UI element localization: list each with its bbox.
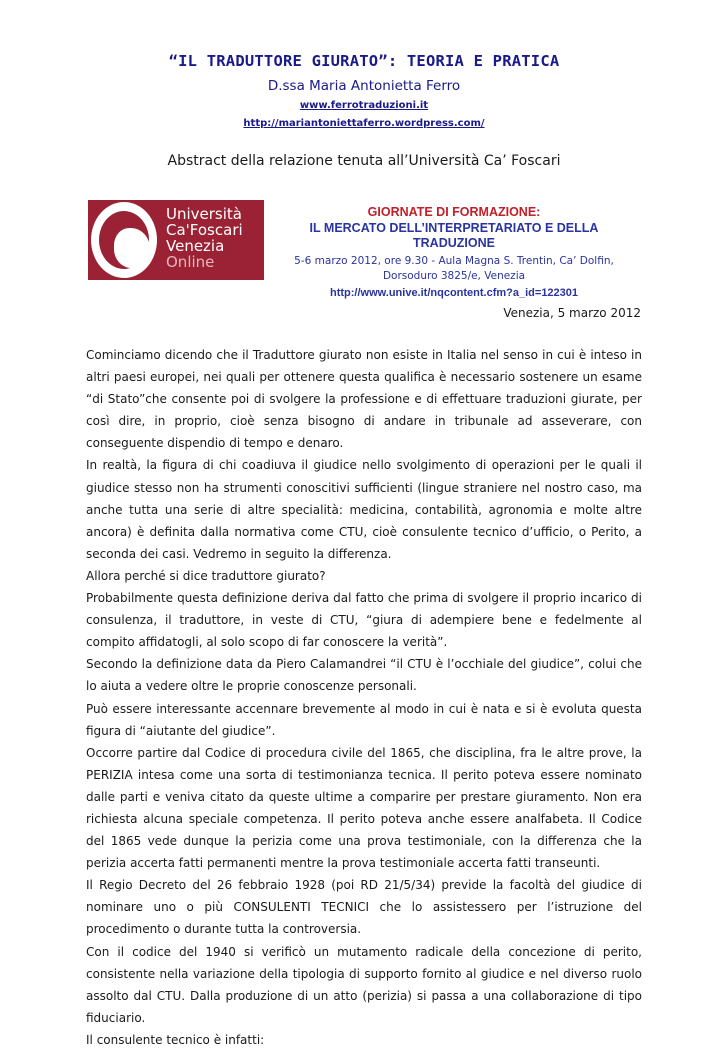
logo-line-3: Venezia [166, 237, 225, 255]
paragraph: Il Regio Decreto del 26 febbraio 1928 (poi RD 21/5/34) previde la facoltà del giudice di nominare uno o più CONSULENTI TECNICI che lo assistessero per l’istruzione del procedimento o durante tutta la controversia. [86, 878, 642, 937]
body-text [86, 344, 642, 1051]
university-logo [88, 200, 264, 280]
author-name: D.ssa Maria Antonietta Ferro [267, 78, 461, 94]
abstract-subtitle: Abstract della relazione tenuta all’Università Ca’ Foscari [167, 153, 561, 169]
blog-link[interactable]: http://mariantoniettaferro.wordpress.com/ [243, 118, 485, 129]
paragraph: In realtà, la figura di chi coadiuva il giudice nello svolgimento di operazioni per le quali il giudice stesso non ha strumenti conoscitivi sufficienti (lingue straniere nel nostro caso, ma anche tutta una serie di altre specialità: medicina, contabilità, agronomia e molte altre ancora) è definita dalla normativa come CTU, cioè consulente tecnico d’ufficio, o Perito, a seconda dei casi. Vedremo in seguito la differenza. [86, 458, 642, 561]
event-where: Dorsoduro 3825/e, Venezia [382, 270, 526, 282]
paragraph: Può essere interessante accennare brevemente al modo in cui è nata e si è evoluta questa figura di “aiutante del giudice”. [86, 701, 642, 738]
logo-text [166, 206, 243, 270]
paragraph: Secondo la definizione data da Piero Calamandrei “il CTU è l’occhiale del giudice”, colui che lo aiuta a vedere oltre le proprie conoscenze personali. [86, 657, 642, 694]
paragraph: Probabilmente questa definizione deriva dal fatto che prima di svolgere il proprio incarico di consulenza, il traduttore, in veste di CTU, “giura di adempiere bene e fedelmente al compito affidatogli, al solo scopo di far conoscere la verità”. [86, 591, 642, 650]
event-info [268, 205, 640, 301]
logo-line-1: Università [166, 205, 242, 223]
logo-line-4: Online [166, 253, 215, 271]
event-link[interactable]: http://www.unive.it/nqcontent.cfm?a_id=122301 [329, 287, 579, 299]
paragraph: Il consulente tecnico è infatti: [86, 1032, 265, 1047]
event-label: GIORNATE DI FORMAZIONE: [367, 205, 541, 219]
paragraph: Allora perché si dice traduttore giurato? [86, 568, 326, 583]
event-when: 5-6 marzo 2012, ore 9.30 - Aula Magna S. Trentin, Ca’ Dolfin, [294, 255, 614, 267]
paragraph: Occorre partire dal Codice di procedura civile del 1865, che disciplina, fra le altre prove, la PERIZIA intesa come una sorta di testimonianza tecnica. Il perito poteva essere nominato dalle parti e veniva citato da queste ultime a comparire per prestare giuramento. Non era richiesta alcuna speciale competenza. Il perito poteva anche essere analfabeta. Il Codice del 1865 vede dunque la perizia come una prova testimoniale, con la differenza che la perizia accerta fatti permanenti mentre la prova testimoniale accerta fatti transeunti. [86, 745, 642, 871]
document-title: “IL TRADUTTORE GIURATO”: TEORIA E PRATICA [168, 52, 560, 70]
date-line: Venezia, 5 marzo 2012 [503, 306, 641, 320]
logo-line-2: Ca'Foscari [166, 221, 243, 239]
event-name: IL MERCATO DELL’INTERPRETARIATO E DELLA TRADUZIONE [309, 221, 599, 250]
paragraph: Cominciamo dicendo che il Traduttore giurato non esiste in Italia nel senso in cui è inteso in altri paesi europei, nei quali per ottenere questa qualifica è necessario sostenere un esame “di Stato”che consente poi di svolgere la professione e di effettuare traduzioni giurate, per così dire, in proprio, cioè senza bisogno di andare in tribunale ad asseverare, con conseguente dispendio di tempo e denaro. [86, 348, 642, 451]
paragraph: Con il codice del 1940 si verificò un mutamento radicale della concezione di perito, consistente nella variazione della tipologia di supporto fornito al giudice e nel diverso ruolo assolto dal CTU. Dalla produzione di un atto (perizia) si passa a una collaborazione di tipo fiduciario. [86, 944, 642, 1025]
lion-seal-icon [91, 202, 157, 278]
website-link[interactable]: www.ferrotraduzioni.it [299, 100, 429, 111]
